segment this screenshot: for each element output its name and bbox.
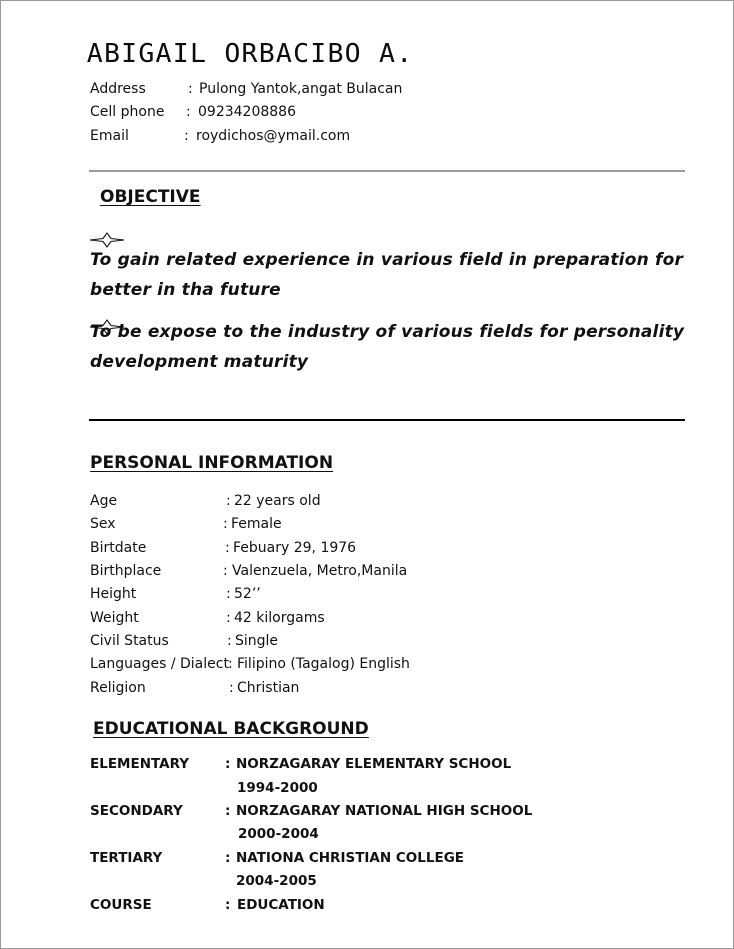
course-sep: : [225, 897, 231, 913]
objective-item-1-line2: better in tha future [90, 280, 281, 300]
secondary-label: SECONDARY [90, 803, 183, 819]
sex-value: Female [231, 516, 282, 532]
elementary-school: NORZAGARAY ELEMENTARY SCHOOL [236, 756, 512, 772]
email-value[interactable]: roydichos@ymail.com [196, 128, 351, 144]
religion-sep: : [229, 680, 234, 696]
four-point-star-icon [89, 319, 125, 335]
sex-sep: : [223, 516, 228, 532]
secondary-school: NORZAGARAY NATIONAL HIGH SCHOOL [236, 803, 533, 819]
secondary-sep: : [225, 803, 231, 819]
address-sep: : [188, 81, 193, 97]
civil-status-sep: : [227, 633, 232, 649]
birthplace-label: Birthplace [90, 563, 162, 579]
cellphone-value: 09234208886 [198, 104, 296, 120]
objective-item-2-line2: development maturity [90, 352, 309, 372]
cellphone-label: Cell phone [90, 104, 165, 120]
tertiary-label: TERTIARY [90, 850, 163, 866]
age-label: Age [90, 493, 118, 509]
religion-label: Religion [90, 680, 146, 696]
birthplace-value: Valenzuela, Metro,Manila [232, 563, 408, 579]
languages-value: Filipino (Tagalog) English [237, 656, 410, 672]
languages-label: Languages / Dialect [90, 656, 229, 672]
applicant-name: ABIGAIL ORBACIBO A. [86, 39, 414, 69]
weight-value: 42 kilorgams [234, 610, 325, 626]
personal-info-heading: PERSONAL INFORMATION [90, 453, 334, 473]
elementary-label: ELEMENTARY [90, 756, 190, 772]
cellphone-sep: : [186, 104, 191, 120]
objective-item-2-line1: To be expose to the industry of various fields for personality [90, 322, 685, 342]
birthplace-sep: : [223, 563, 228, 579]
address-value: Pulong Yantok,angat Bulacan [199, 81, 403, 97]
objective-divider [89, 419, 685, 421]
tertiary-years: 2004-2005 [236, 873, 317, 889]
weight-sep: : [226, 610, 231, 626]
header-divider [89, 170, 685, 172]
sex-label: Sex [90, 516, 116, 532]
objective-item-1-line1: To gain related experience in various field in preparation for [90, 250, 684, 270]
civil-status-label: Civil Status [90, 633, 169, 649]
tertiary-sep: : [225, 850, 231, 866]
birthdate-sep: : [225, 540, 230, 556]
height-label: Height [90, 586, 137, 602]
four-point-star-icon [89, 232, 125, 248]
elementary-sep: : [225, 756, 231, 772]
tertiary-school: NATIONA CHRISTIAN COLLEGE [236, 850, 464, 866]
religion-value: Christian [237, 680, 300, 696]
civil-status-value: Single [235, 633, 279, 649]
course-value: EDUCATION [237, 897, 325, 913]
email-sep: : [184, 128, 189, 144]
address-label: Address [90, 81, 146, 97]
height-value: 52’’ [234, 586, 261, 602]
languages-sep: : [228, 656, 233, 672]
birthdate-label: Birtdate [90, 540, 147, 556]
course-label: COURSE [90, 897, 152, 913]
age-value: 22 years old [234, 493, 321, 509]
elementary-years: 1994-2000 [237, 780, 318, 796]
height-sep: : [226, 586, 231, 602]
weight-label: Weight [90, 610, 139, 626]
email-label: Email [90, 128, 129, 144]
secondary-years: 2000-2004 [238, 826, 319, 842]
age-sep: : [226, 493, 231, 509]
birthdate-value: Febuary 29, 1976 [233, 540, 357, 556]
objective-heading: OBJECTIVE [100, 187, 201, 207]
education-heading: EDUCATIONAL BACKGROUND [93, 719, 369, 739]
